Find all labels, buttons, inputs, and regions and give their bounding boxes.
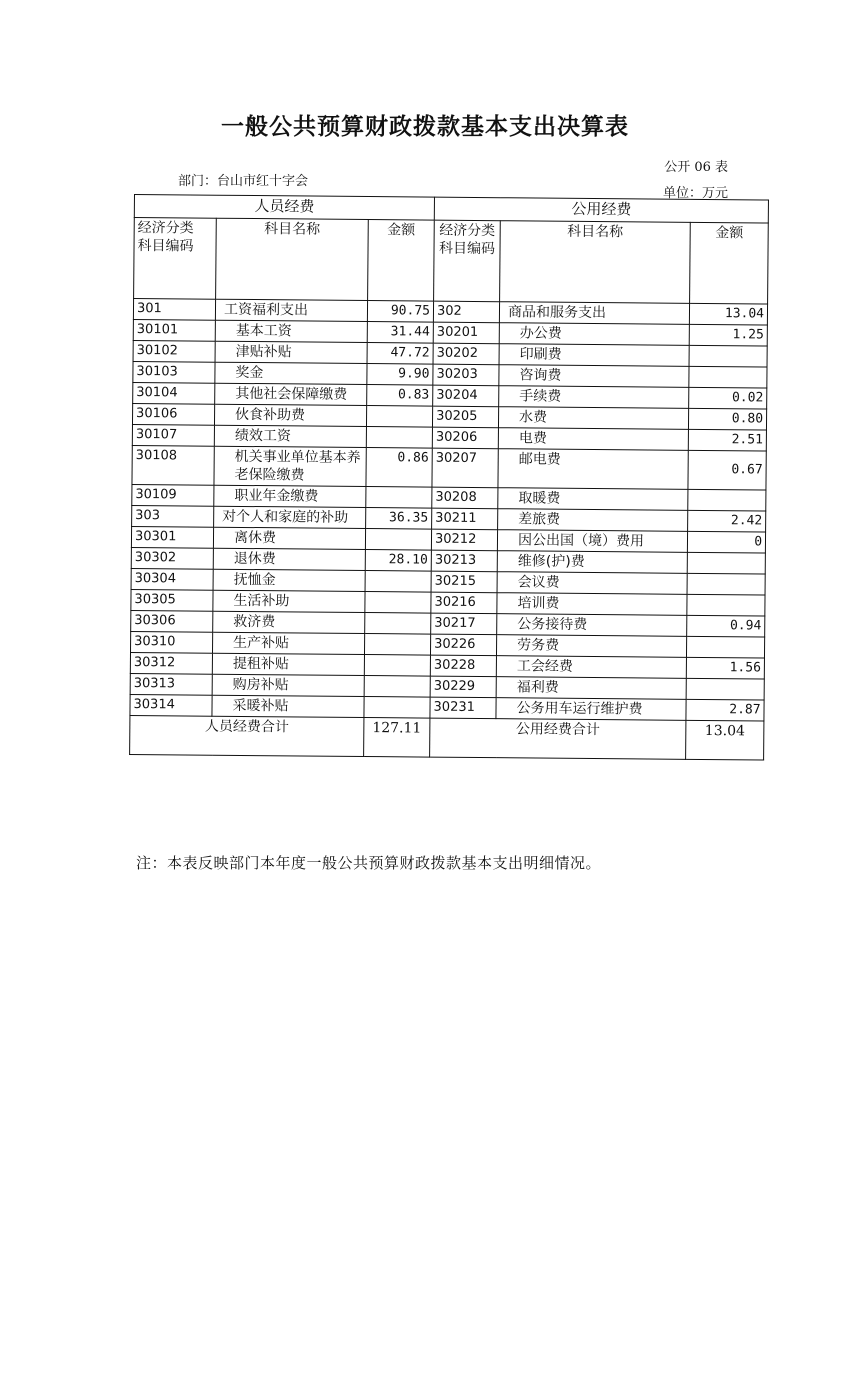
public-amount-cell: 0.67 [688,450,766,490]
department-label: 部门：台山市红十字会 [178,174,309,189]
personnel-section-header: 人员经费 [134,195,434,221]
personnel-amount-cell [365,529,431,551]
personnel-name-cell: 机关事业单位基本养老保险缴费 [214,446,366,486]
personnel-code-cell: 30313 [130,673,212,695]
personnel-name-cell: 购房补贴 [212,674,364,696]
public-amount-cell [689,345,767,367]
personnel-code-header: 经济分类 科目编码 [134,218,217,300]
personnel-amount-cell [365,592,431,614]
public-name-cell: 公务用车运行维护费 [496,698,686,721]
personnel-name-cell: 伙食补助费 [214,404,366,426]
personnel-name-cell: 生产补贴 [212,632,364,654]
personnel-code-cell: 30305 [131,589,213,611]
public-total-amount: 13.04 [686,720,764,760]
personnel-name-cell: 退休费 [213,548,365,570]
personnel-name-cell: 抚恤金 [213,569,365,591]
personnel-name-cell: 对个人和家庭的补助 [214,506,366,528]
personnel-amount-cell [365,571,431,593]
public-code-cell: 30204 [433,385,499,407]
personnel-code-cell: 30101 [133,319,215,341]
personnel-amount-cell [364,676,430,698]
unit-label: 单位：万元 [662,186,728,201]
personnel-code-cell: 30103 [133,361,215,383]
public-amount-cell: 0 [687,531,765,553]
total-row [130,715,764,760]
public-name-cell: 邮电费 [498,449,688,490]
public-code-cell: 30211 [432,508,498,530]
public-name-cell: 取暖费 [498,488,688,511]
public-amount-cell [687,594,765,616]
personnel-name-cell: 救济费 [213,611,365,633]
public-code-cell: 30201 [433,322,499,344]
public-name-cell: 培训费 [497,593,687,616]
table-row [132,445,766,490]
public-code-cell: 30212 [431,529,497,551]
table-body [130,299,768,722]
public-code-cell: 30203 [433,364,499,386]
personnel-code-cell: 30108 [132,445,214,485]
public-amount-cell [686,678,764,700]
public-name-cell: 办公费 [499,323,689,346]
public-amount-header: 金额 [690,222,769,304]
public-total-label: 公用经费合计 [430,718,686,759]
public-code-cell: 30215 [431,571,497,593]
public-code-cell: 30229 [430,676,496,698]
public-name-cell: 维修(护)费 [497,551,687,574]
public-code-cell: 30205 [433,406,499,428]
personnel-amount-cell [365,613,431,635]
public-section-header: 公用经费 [434,197,768,223]
personnel-name-header: 科目名称 [216,218,369,300]
public-name-cell: 咨询费 [499,365,689,388]
personnel-code-cell: 30107 [132,424,214,446]
public-amount-cell: 1.56 [686,657,764,679]
public-name-cell: 公务接待费 [497,614,687,637]
public-name-header: 科目名称 [500,221,691,304]
public-code-cell: 30216 [431,592,497,614]
personnel-name-cell: 津贴补贴 [215,341,367,363]
public-name-cell: 福利费 [496,677,686,700]
public-name-cell: 会议费 [497,572,687,595]
public-amount-cell [689,366,767,388]
public-name-cell: 劳务费 [497,635,687,658]
public-amount-cell: 13.04 [689,303,767,325]
personnel-name-cell: 生活补助 [213,590,365,612]
public-amount-cell [688,489,766,511]
public-code-header: 经济分类 科目编码 [434,220,501,302]
personnel-amount-cell [366,427,432,449]
public-amount-cell: 0.94 [687,615,765,637]
personnel-total-label: 人员经费合计 [130,715,364,756]
personnel-code-cell: 30301 [131,526,213,548]
personnel-name-cell: 工资福利支出 [215,299,367,321]
personnel-code-cell: 30302 [131,547,213,569]
personnel-amount-cell [364,697,430,719]
public-code-cell: 30208 [432,487,498,509]
personnel-code-cell: 30109 [132,484,214,506]
personnel-code-cell: 30304 [131,568,213,590]
personnel-code-cell: 30102 [133,340,215,362]
personnel-code-cell: 30306 [131,610,213,632]
personnel-amount-cell [364,634,430,656]
public-name-cell: 差旅费 [498,509,688,532]
personnel-code-cell: 30106 [132,403,214,425]
public-name-cell: 因公出国（境）费用 [497,530,687,553]
public-name-cell: 印刷费 [499,344,689,367]
form-number: 公开 06 表 [664,160,728,175]
personnel-amount-cell: 0.83 [367,385,433,407]
personnel-code-cell: 303 [132,505,214,527]
personnel-amount-cell: 90.75 [367,301,433,323]
public-amount-cell: 2.42 [688,510,766,532]
public-code-cell: 30213 [431,550,497,572]
public-name-cell: 电费 [498,428,688,451]
personnel-name-cell: 绩效工资 [214,425,366,447]
public-amount-cell [687,636,765,658]
expenditure-table [129,194,769,761]
public-name-cell: 商品和服务支出 [499,302,689,325]
public-code-cell: 30226 [431,634,497,656]
personnel-amount-cell: 9.90 [367,364,433,386]
personnel-amount-cell: 31.44 [367,322,433,344]
public-amount-cell: 2.51 [688,429,766,451]
public-amount-cell: 2.87 [686,699,764,721]
public-amount-cell: 1.25 [689,324,767,346]
public-name-cell: 工会经费 [496,656,686,679]
personnel-code-cell: 301 [133,299,215,321]
personnel-code-cell: 30314 [130,694,212,716]
personnel-total-amount: 127.11 [364,718,430,758]
public-amount-cell: 0.80 [688,408,766,430]
public-name-cell: 水费 [499,407,689,430]
public-code-cell: 30231 [430,697,496,719]
public-code-cell: 30207 [432,448,498,488]
personnel-name-cell: 基本工资 [215,320,367,342]
public-code-cell: 302 [433,301,499,323]
public-code-cell: 30202 [433,343,499,365]
personnel-name-cell: 离休费 [213,527,365,549]
personnel-name-cell: 提租补贴 [212,653,364,675]
footnote: 注：本表反映部门本年度一般公共预算财政拨款基本支出明细情况。 [136,854,602,872]
personnel-amount-header: 金额 [368,220,435,302]
personnel-code-cell: 30310 [130,631,212,653]
personnel-name-cell: 其他社会保障缴费 [215,383,367,405]
personnel-amount-cell: 0.86 [366,448,432,488]
personnel-amount-cell [366,406,432,428]
public-amount-cell [687,573,765,595]
public-code-cell: 30217 [431,613,497,635]
page-title: 一般公共预算财政拨款基本支出决算表 [221,113,629,140]
personnel-amount-cell [366,487,432,509]
expenditure-table-wrapper [129,194,768,761]
public-name-cell: 手续费 [499,386,689,409]
public-code-cell: 30206 [432,427,498,449]
public-amount-cell [687,552,765,574]
personnel-name-cell: 职业年金缴费 [214,485,366,507]
personnel-amount-cell: 28.10 [365,550,431,572]
personnel-code-cell: 30104 [133,382,215,404]
personnel-name-cell: 奖金 [215,362,367,384]
public-amount-cell: 0.02 [689,387,767,409]
personnel-amount-cell: 47.72 [367,343,433,365]
personnel-amount-cell: 36.35 [366,508,432,530]
public-code-cell: 30228 [430,655,496,677]
personnel-name-cell: 采暖补贴 [212,695,364,717]
personnel-amount-cell [364,655,430,677]
personnel-code-cell: 30312 [130,652,212,674]
